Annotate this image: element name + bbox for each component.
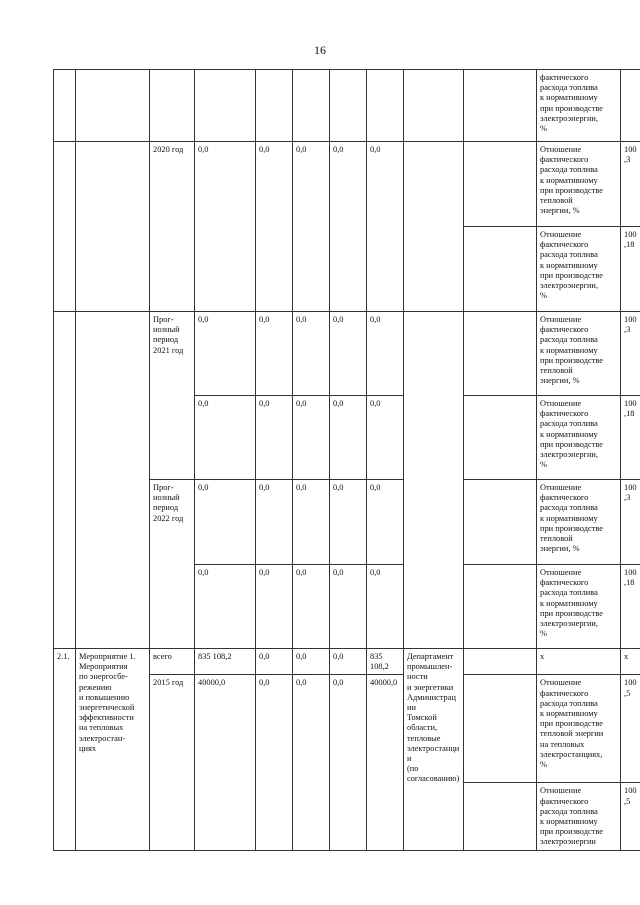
indicator-cell: Отношение фактического расхода топлива к нормативному при производстве электроэнергии, % xyxy=(537,227,621,312)
cell xyxy=(464,227,537,312)
period-cell: 2020 год xyxy=(150,142,195,312)
indicator-value: 100,18 xyxy=(621,565,640,649)
cell xyxy=(621,70,640,142)
value-cell: 0,0 xyxy=(256,565,293,649)
value-cell: 0,0 xyxy=(367,565,404,649)
indicator-value: 100,18 xyxy=(621,227,640,312)
measure-name: Мероприятие 1. Мероприятия по энергосбе- режению и повышению энергетической эффективности на тепловых электростан- циях xyxy=(76,649,150,851)
value-cell: 0,0 xyxy=(330,675,367,851)
value-cell: 0,0 xyxy=(367,480,404,565)
indicator-cell: Отношение фактического расхода топлива к нормативному при производстве тепловой энергии, % xyxy=(537,142,621,227)
value-cell: 0,0 xyxy=(256,396,293,480)
executor-cell: Департамент промышлен- ности и энергетики Администрации Томской области, тепловые электростанции (по согласованию) xyxy=(404,649,464,851)
indicator-cell: Отношение фактического расхода топлива к нормативному при производстве электроэнергии, % xyxy=(537,565,621,649)
value-cell: 0,0 xyxy=(256,480,293,565)
cell xyxy=(464,142,537,227)
cell xyxy=(464,312,537,396)
value-cell: 40000,0 xyxy=(195,675,256,851)
cell xyxy=(464,675,537,783)
table-row xyxy=(54,649,640,675)
cell xyxy=(330,70,367,142)
table-row xyxy=(54,142,640,227)
value-cell: 0,0 xyxy=(293,396,330,480)
value-cell: 0,0 xyxy=(195,480,256,565)
value-cell: 0,0 xyxy=(330,312,367,396)
value-cell: 0,0 xyxy=(195,312,256,396)
cell xyxy=(464,396,537,480)
value-cell: 0,0 xyxy=(330,649,367,675)
cell xyxy=(404,142,464,312)
value-cell: 0,0 xyxy=(293,480,330,565)
program-table xyxy=(53,69,640,851)
value-cell: 0,0 xyxy=(367,312,404,396)
indicator-cell: Отношение фактического расхода топлива к нормативному при производстве электроэнергии, % xyxy=(537,396,621,480)
indicator-value: 100,3 xyxy=(621,142,640,227)
value-cell: 0,0 xyxy=(293,312,330,396)
indicator-cell: Отношение фактического расхода топлива к нормативному при производстве тепловой энергии, % xyxy=(537,312,621,396)
cell xyxy=(464,480,537,565)
value-cell: 0,0 xyxy=(330,565,367,649)
cell xyxy=(150,70,195,142)
value-cell: 40000,0 xyxy=(367,675,404,851)
value-cell: 0,0 xyxy=(256,649,293,675)
period-cell: всего xyxy=(150,649,195,675)
value-cell: 0,0 xyxy=(195,142,256,312)
period-cell: Прог- нозный период 2022 год xyxy=(150,480,195,649)
cell xyxy=(256,70,293,142)
cell xyxy=(464,649,537,675)
cell xyxy=(404,70,464,142)
value-cell: 0,0 xyxy=(293,675,330,851)
indicator-value: 100,18 xyxy=(621,396,640,480)
cell xyxy=(76,312,150,649)
indicator-cell: х xyxy=(537,649,621,675)
cell xyxy=(54,142,76,312)
table-row xyxy=(54,312,640,396)
value-cell: 0,0 xyxy=(195,565,256,649)
page-number: 16 xyxy=(314,43,326,57)
cell xyxy=(76,142,150,312)
cell xyxy=(464,70,537,142)
value-cell: 0,0 xyxy=(293,142,330,312)
cell xyxy=(367,70,404,142)
indicator-cell: Отношение фактического расхода топлива к нормативному при производстве электроэнергии xyxy=(537,783,621,851)
value-cell: 0,0 xyxy=(330,480,367,565)
period-cell: 2015 год xyxy=(150,675,195,851)
value-cell: 0,0 xyxy=(256,312,293,396)
indicator-value: х xyxy=(621,649,640,675)
indicator-value: 100,5 xyxy=(621,783,640,851)
indicator-cell: Отношение фактического расхода топлива к нормативному при производстве тепловой энергии, % xyxy=(537,480,621,565)
value-cell: 835 108,2 xyxy=(367,649,404,675)
indicator-value: 100,3 xyxy=(621,480,640,565)
cell xyxy=(404,312,464,649)
cell xyxy=(76,70,150,142)
value-cell: 0,0 xyxy=(367,142,404,312)
cell xyxy=(54,70,76,142)
row-number: 2.1. xyxy=(54,649,76,851)
indicator-cell: фактического расхода топлива к нормативному при производстве электроэнергии, % xyxy=(537,70,621,142)
period-cell: Прог- нозный период 2021 год xyxy=(150,312,195,480)
value-cell: 0,0 xyxy=(330,396,367,480)
value-cell: 0,0 xyxy=(256,142,293,312)
value-cell: 0,0 xyxy=(367,396,404,480)
cell xyxy=(464,783,537,851)
value-cell: 0,0 xyxy=(195,396,256,480)
value-cell: 0,0 xyxy=(293,649,330,675)
indicator-value: 100,3 xyxy=(621,312,640,396)
cell xyxy=(293,70,330,142)
cell xyxy=(54,312,76,649)
cell xyxy=(195,70,256,142)
value-cell: 0,0 xyxy=(256,675,293,851)
cell xyxy=(464,565,537,649)
value-cell: 835 108,2 xyxy=(195,649,256,675)
table-row xyxy=(54,70,640,142)
indicator-cell: Отношение фактического расхода топлива к нормативному при производстве тепловой энергии на тепловых электростанциях, % xyxy=(537,675,621,783)
value-cell: 0,0 xyxy=(293,565,330,649)
indicator-value: 100,5 xyxy=(621,675,640,783)
value-cell: 0,0 xyxy=(330,142,367,312)
